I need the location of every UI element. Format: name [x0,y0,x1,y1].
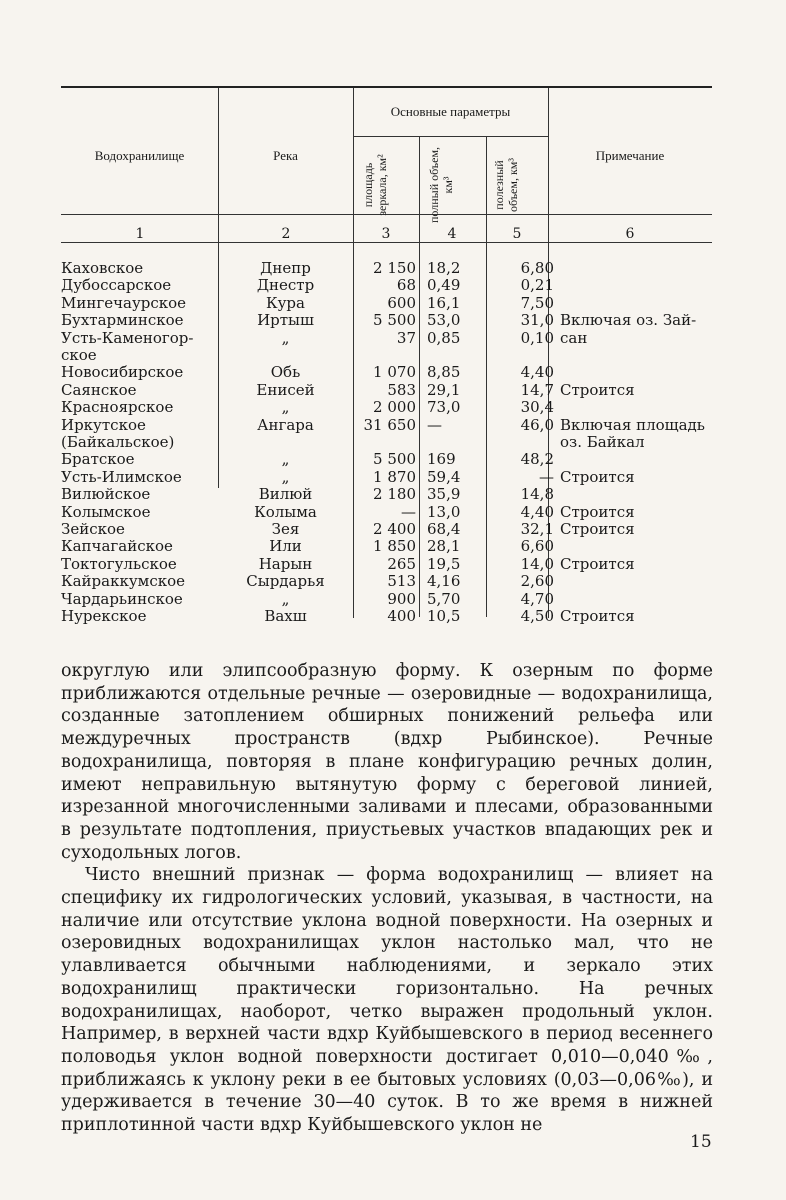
cell-name: (Байкальское) [61,433,175,451]
cell-volume: — [427,415,442,434]
cell-area: 68 [396,276,416,295]
cell-useful: 0,10 [520,328,554,347]
colnum-4: 4 [447,226,457,242]
cell-name: Чардарьинское [61,589,183,608]
cell-area: 2 180 [373,485,416,504]
cell-useful: 46,0 [520,415,554,434]
cell-name: Нурекское [61,607,147,625]
colnum-2: 2 [281,226,291,242]
cell-river: Днестр [256,276,315,295]
header-note: Примечание [595,148,665,163]
cell-river: Колыма [254,502,317,521]
cell-note: Включая оз. Зай- [560,311,697,330]
table-row [0,417,786,434]
cell-area: 5 500 [373,450,416,469]
cell-name: Зейское [61,520,125,538]
cell-name: ское [61,346,97,364]
cell-river: Вахш [264,607,307,625]
table-row [0,521,786,538]
cell-river: Сырдарья [246,572,325,591]
cell-name: Кайраккумское [61,572,186,591]
page-number: 15 [690,1132,712,1152]
table-row [0,573,786,590]
table-row [0,312,786,329]
cell-name: Новосибирское [61,363,184,382]
cell-area: 1 870 [373,467,416,486]
table-row [0,538,786,555]
cell-river: „ [281,328,290,347]
cell-volume: 19,5 [427,554,461,573]
cell-area: 400 [387,607,416,625]
table-row [0,469,786,486]
cell-river: Кура [266,293,305,312]
cell-river: Енисей [256,380,315,399]
cell-name: Дубоссарское [61,276,172,295]
cell-volume: 53,0 [427,311,461,330]
table-row [0,330,786,347]
cell-useful: 4,70 [520,589,554,608]
cell-volume: 35,9 [427,485,461,504]
cell-river: Нарын [258,554,313,573]
cell-area: — [401,502,416,521]
cell-area: 2 400 [373,520,416,538]
cell-volume: 18,2 [427,259,461,277]
cell-useful: 4,40 [520,363,554,382]
cell-useful: 14,0 [520,554,554,573]
cell-area: 5 500 [373,311,416,330]
cell-useful: 6,80 [520,259,554,277]
cell-river: „ [281,589,290,608]
cell-area: 2 150 [373,259,416,277]
cell-river: Зея [271,520,300,538]
cell-volume: 4,16 [427,572,461,591]
cell-useful: 6,60 [520,537,554,556]
cell-volume: 0,85 [427,328,461,347]
cell-name: Капчагайское [61,537,173,556]
cell-note: Включая площадь [560,415,705,434]
cell-useful: 48,2 [520,450,554,469]
cell-area: 31 650 [363,415,416,434]
cell-useful: 2,60 [520,572,554,591]
number-row-line [61,242,712,243]
cell-useful: 14,7 [520,380,554,399]
cell-area: 2 000 [373,398,416,417]
cell-volume: 8,85 [427,363,461,382]
cell-river: „ [281,450,290,469]
cell-volume: 68,4 [427,520,461,538]
colnum-6: 6 [625,226,635,242]
cell-note: Строится [560,554,635,573]
header-reservoir: Водохранилище [94,148,185,163]
colnum-1: 1 [135,226,145,242]
cell-useful: 7,50 [520,293,554,312]
table-row [0,504,786,521]
table-row [0,347,786,364]
cell-area: 513 [387,572,416,591]
cell-area: 600 [387,293,416,312]
cell-name: Мингечаурское [61,293,187,312]
colnum-3: 3 [381,226,391,242]
cell-useful: 0,21 [520,276,554,295]
cell-area: 900 [387,589,416,608]
header-river: Река [273,148,298,163]
cell-river: Ангара [257,415,314,434]
table-row [0,295,786,312]
cell-river: Обь [270,363,301,382]
table-row [0,556,786,573]
cell-volume: 5,70 [427,589,461,608]
table-top-rule [61,86,712,88]
cell-river: Вилюй [258,485,313,504]
cell-river: „ [281,467,290,486]
body-text [61,660,713,1137]
cell-volume: 16,1 [427,293,461,312]
params-divider [353,136,548,137]
cell-river: Днепр [260,259,311,277]
cell-volume: 0,49 [427,276,461,295]
header-area: площадь зеркала, км² [361,154,389,216]
paragraph-2: Чисто внешний признак — форма водохранилищ — влияет на специфику их гидрологических условий, указывая, в частности, на наличие или отсутствие уклона водной поверхности. На озерных и озеровидных водохранилищах уклон настолько мал, что не улавливается обычными наблюдениями, и зеркало этих водохранилищ практически горизонтально. На речных водохранилищах, наоборот, четко выражен продольный уклон. Например, в верхней части вдхр Куйбышевского в период весеннего половодья уклон водной поверхности достигает 0,010—0,040‰, приближаясь к уклону реки в ее бытовых условиях (0,03—0,06‰), и удерживается в течение 30—40 суток. В то же время в нижней приплотинной части вдхр Куйбышевского уклон не [61,865,713,1136]
cell-area: 1 850 [373,537,416,556]
table-row [0,399,786,416]
cell-name: Каховское [61,259,144,277]
cell-note: Строится [560,380,635,399]
cell-volume: 73,0 [427,398,461,417]
table-row [0,608,786,625]
cell-useful: 30,4 [520,398,554,417]
cell-name: Колымское [61,502,151,521]
cell-useful: 31,0 [520,311,554,330]
cell-name: Вилюйское [61,485,151,504]
cell-volume: 59,4 [427,467,461,486]
cell-name: Усть-Каменогор- [61,328,194,347]
cell-volume: 13,0 [427,502,461,521]
cell-name: Братское [61,450,135,469]
cell-river: Или [269,537,302,556]
table-row [0,486,786,503]
table-row [0,451,786,468]
cell-river: „ [281,398,290,417]
cell-useful: 4,50 [520,607,554,625]
table-row [0,277,786,294]
header-main-params: Основные параметры [390,104,511,119]
table-row [0,591,786,608]
cell-volume: 28,1 [427,537,461,556]
paragraph-1: округлую или элипсообразную форму. К озерным по форме приближаются отдельные речные — озеровидные — водохранилища, созданные затоплением обширных понижений рельефа или междуречных пространств (вдхр Рыбинское). Речные водохранилища, повторяя в плане конфигурацию речных долин, имеют неправильную вытянутую форму с береговой линией, изрезанной многочисленными заливами и плесами, образованными в результате подтопления, приустьевых участков впадающих рек и суходольных логов. [61,661,713,863]
table-row [0,382,786,399]
header-useful-volume: полезный объем, км³ [492,158,520,212]
cell-area: 37 [396,328,416,347]
cell-name: Саянское [61,380,137,399]
cell-note: оз. Байкал [560,433,645,451]
table-row [0,364,786,381]
cell-volume: 169 [427,450,456,469]
cell-name: Токтогульское [61,554,177,573]
cell-volume: 29,1 [427,380,461,399]
table-row [0,434,786,451]
cell-useful: 4,40 [520,502,554,521]
table-row [0,260,786,277]
cell-name: Красноярское [61,398,174,417]
cell-useful: — [539,467,554,486]
cell-useful: 32,1 [520,520,554,538]
cell-name: Бухтарминское [61,311,184,330]
cell-area: 265 [387,554,416,573]
colnum-5: 5 [512,226,522,242]
cell-note: Строится [560,520,635,538]
cell-area: 1 070 [373,363,416,382]
cell-note: сан [560,328,588,347]
cell-river: Иртыш [257,311,314,330]
cell-name: Иркутское [61,415,146,434]
header-total-volume: полный объем, км³ [427,146,455,224]
cell-useful: 14,8 [520,485,554,504]
cell-area: 583 [387,380,416,399]
cell-note: Строится [560,607,635,625]
cell-note: Строится [560,467,635,486]
cell-volume: 10,5 [427,607,461,625]
cell-name: Усть-Илимское [61,467,182,486]
cell-note: Строится [560,502,635,521]
